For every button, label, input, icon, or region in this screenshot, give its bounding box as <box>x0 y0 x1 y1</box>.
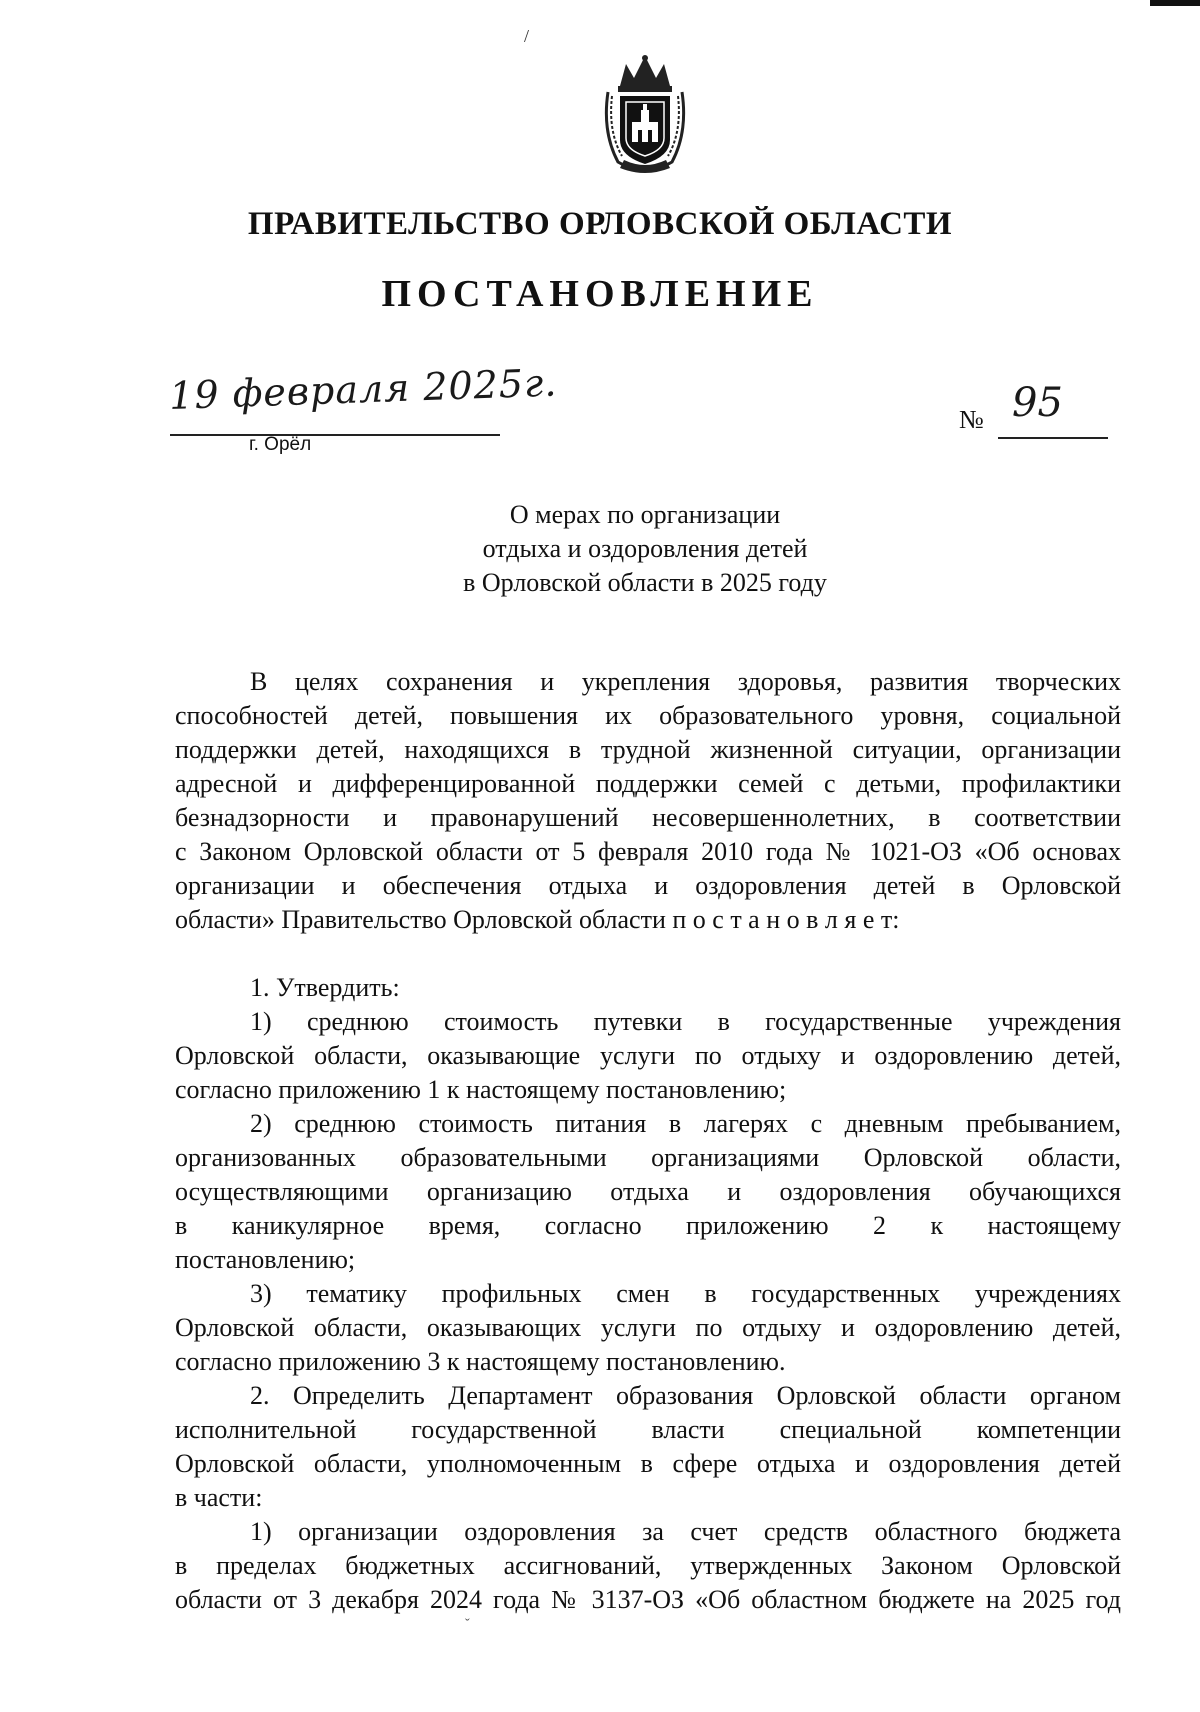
subject-line: О мерах по организации <box>509 500 781 529</box>
preamble-line: области» Правительство Орловской области п о с т а н о в л я е т: <box>175 905 900 934</box>
date-underline <box>170 434 500 436</box>
subject-line: отдыха и оздоровления детей <box>482 534 808 563</box>
document-subject <box>0 498 1200 600</box>
item-2-line: исполнительной государственной власти специальной компетенции <box>175 1415 1121 1444</box>
scan-corner-mark <box>1150 0 1200 6</box>
handwritten-date: 19 февраля 2025г. <box>168 360 558 418</box>
item-2-line: в части: <box>175 1483 263 1512</box>
preamble-line: организации и обеспечения отдыха и оздоровления детей в Орловской <box>175 871 1121 900</box>
preamble-line: способностей детей, повышения их образовательного уровня, социальной <box>175 701 1121 730</box>
preamble-line: поддержки детей, находящихся в трудной жизненной ситуации, организации <box>175 735 1121 764</box>
scan-artifact-mark: ˇ <box>465 1617 470 1632</box>
preamble-line: с Законом Орловской области от 5 февраля 2010 года № 1021-ОЗ «Об основах <box>175 837 1121 866</box>
item-1-2-line: осуществляющими организацию отдыха и оздоровления обучающихся <box>175 1177 1121 1206</box>
item-1-1-line: Орловской области, оказывающие услуги по отдыху и оздоровлению детей, <box>175 1041 1121 1070</box>
city-label: г. Орёл <box>249 434 312 455</box>
item-1-1-line: согласно приложению 1 к настоящему постановлению; <box>175 1075 787 1104</box>
paragraph-gap <box>175 937 1121 971</box>
item-2-1-line: области от 3 декабря 2024 года № 3137-ОЗ «Об областном бюджете на 2025 год <box>175 1585 1121 1614</box>
item-1-3-line: согласно приложению 3 к настоящему постановлению. <box>175 1347 786 1376</box>
document-type-heading: ПОСТАНОВЛЕНИЕ <box>381 273 819 315</box>
item-1-heading: 1. Утвердить: <box>250 973 400 1002</box>
number-underline <box>998 437 1108 439</box>
item-1-3-line: 3) тематику профильных смен в государственных учреждениях <box>250 1279 1121 1308</box>
item-1-3-line: Орловской области, оказывающих услуги по отдыху и оздоровлению детей, <box>175 1313 1121 1342</box>
item-1-1-line: 1) среднюю стоимость путевки в государственные учреждения <box>250 1007 1121 1036</box>
preamble-line: В целях сохранения и укрепления здоровья, развития творческих <box>250 667 1121 696</box>
item-2-line: Орловской области, уполномоченным в сфере отдыха и оздоровления детей <box>175 1449 1121 1478</box>
document-body <box>175 665 1121 1617</box>
item-1-2-line: в каникулярное время, согласно приложению 2 к настоящему <box>175 1211 1121 1240</box>
item-2-1-line: 1) организации оздоровления за счет средств областного бюджета <box>250 1517 1121 1546</box>
item-1-2-line: 2) среднюю стоимость питания в лагерях с дневным пребыванием, <box>250 1109 1121 1138</box>
item-2-1-line: в пределах бюджетных ассигнований, утвержденных Законом Орловской <box>175 1551 1121 1580</box>
number-label: № <box>959 405 984 434</box>
item-1-2-line: организованных образовательными организациями Орловской области, <box>175 1143 1121 1172</box>
preamble-line: безнадзорности и правонарушений несовершеннолетних, в соответствии <box>175 803 1121 832</box>
item-2-line: 2. Определить Департамент образования Орловской области органом <box>250 1381 1121 1410</box>
government-title: ПРАВИТЕЛЬСТВО ОРЛОВСКОЙ ОБЛАСТИ <box>247 206 953 242</box>
handwritten-number: 95 <box>1012 380 1063 426</box>
coat-of-arms-emblem <box>598 52 692 176</box>
scan-tick-mark: / <box>524 26 530 46</box>
item-1-2-line: постановлению; <box>175 1245 356 1274</box>
preamble-line: адресной и дифференцированной поддержки семей с детьми, профилактики <box>175 769 1121 798</box>
subject-line: в Орловской области в 2025 году <box>463 568 827 597</box>
